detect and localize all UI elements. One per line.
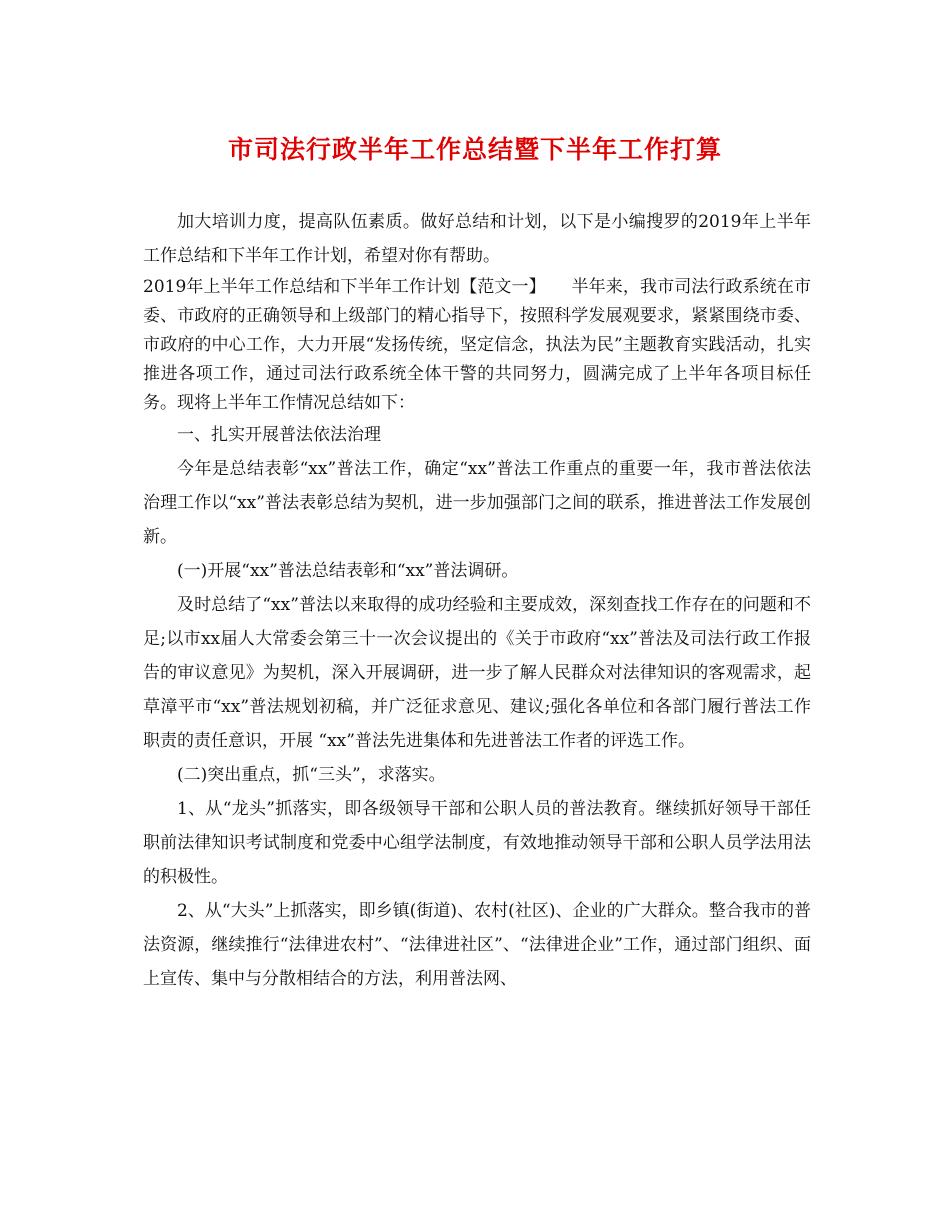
document-title: 市司法行政半年工作总结暨下半年工作打算 — [227, 135, 722, 164]
paragraph-intro: 加大培训力度，提高队伍素质。做好总结和计划，以下是小编搜罗的2019年上半年工作总结和下半年工作计划，希望对你有帮助。 — [143, 212, 811, 266]
paragraph-summary: 2019年上半年工作总结和下半年工作计划【范文一】 半年来，我市司法行政系统在市委、市政府的正确领导和上级部门的精心指导下，按照科学发展观要求，紧紧围绕市委、市政府的中心工作，大力开展“发扬传统，坚定信念，执法为民”主题教育实践活动，扎实推进各项工作，通过司法行政系统全体干警的共同努力，圆满完成了上半年各项目标任务。现将上半年工作情况总结如下： — [143, 277, 811, 413]
document-body — [143, 205, 811, 996]
heading-subsection-2: (二)突出重点，抓“三头”，求落实。 — [177, 765, 446, 785]
paragraph-item-1: 1、从“龙头”抓落实，即各级领导干部和公职人员的普法教育。继续抓好领导干部任职前法律知识考试制度和党委中心组学法制度，有效地推动领导干部和公职人员学法用法的积极性。 — [143, 799, 811, 887]
paragraph-section-1-intro: 今年是总结表彰“xx”普法工作，确定“xx”普法工作重点的重要一年，我市普法依法治理工作以“xx”普法表彰总结为契机，进一步加强部门之间的联系，推进普法工作发展创新。 — [143, 459, 811, 547]
heading-section-1: 一、扎实开展普法依法治理 — [177, 425, 381, 445]
paragraph-item-2: 2、从“大头”上抓落实，即乡镇(街道)、农村(社区)、企业的广大群众。整合我市的普法资源，继续推行“法律进农村”、“法律进社区”、“法律进企业”工作，通过部门组织、面上宣传、集中与分散相结合的方法，利用普法网、 — [143, 901, 811, 989]
heading-subsection-1: (一)开展“xx”普法总结表彰和“xx”普法调研。 — [177, 561, 519, 581]
paragraph-subsection-1: 及时总结了“xx”普法以来取得的成功经验和主要成效，深刻查找工作存在的问题和不足;以市xx届人大常委会第三十一次会议提出的《关于市政府“xx”普法及司法行政工作报告的审议意见》为契机，深入开展调研，进一步了解人民群众对法律知识的客观需求，起草漳平市“xx”普法规划初稿，并广泛征求意见、建议;强化各单位和各部门履行普法工作职责的责任意识，开展 “xx”普法先进集体和先进普法工作者的评选工作。 — [143, 595, 811, 751]
